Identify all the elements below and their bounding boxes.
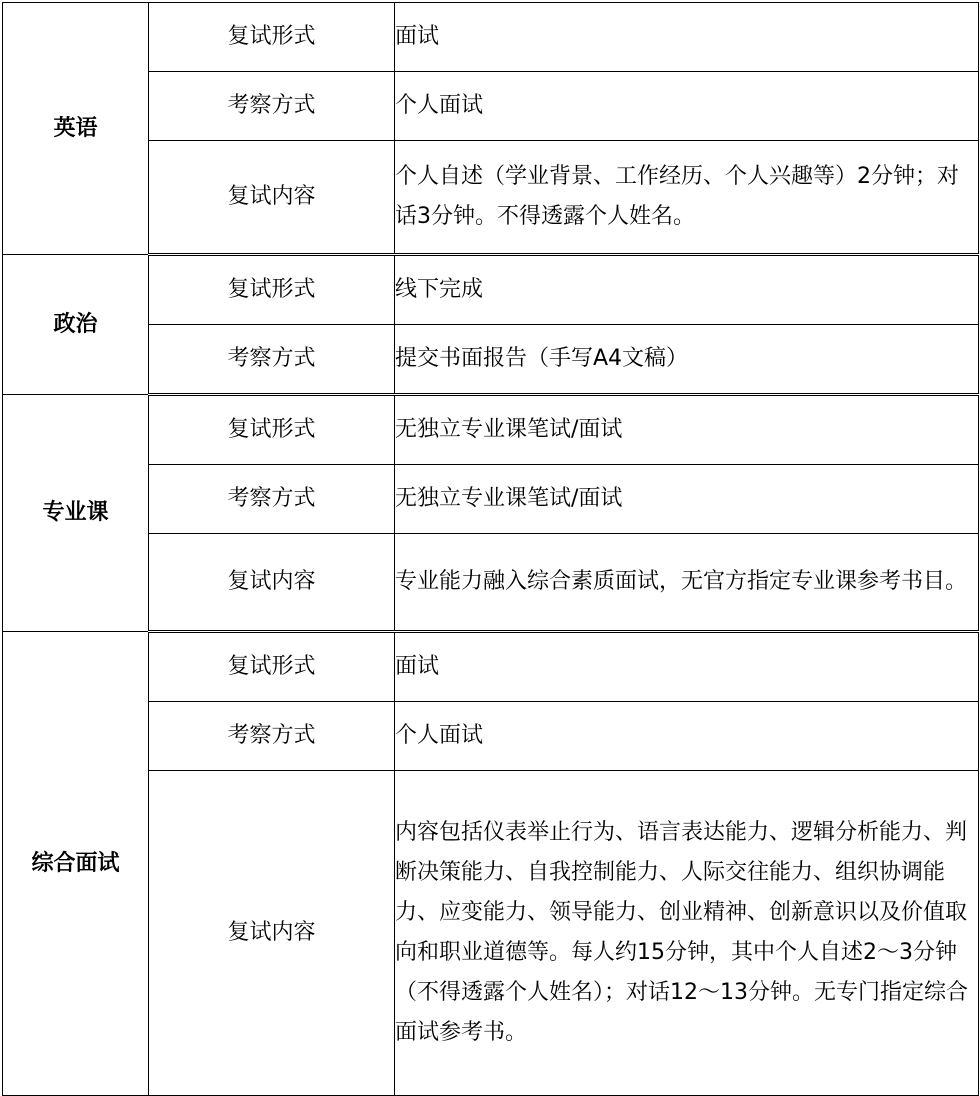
row-value: 线下完成 (395, 255, 979, 325)
row-value: 个人面试 (395, 72, 979, 141)
row-label: 考察方式 (149, 465, 395, 534)
row-label: 复试内容 (149, 534, 395, 632)
row-value: 个人面试 (395, 702, 979, 771)
row-label: 考察方式 (149, 72, 395, 141)
table-row (3, 632, 979, 702)
row-value: 专业能力融入综合素质面试，无官方指定专业课参考书目。 (395, 534, 979, 632)
row-value: 内容包括仪表举止行为、语言表达能力、逻辑分析能力、判断决策能力、自我控制能力、人际交往能力、组织协调能力、应变能力、领导能力、创业精神、创新意识以及价值取向和职业道德等。每人约15分钟，其中个人自述2～3分钟（不得透露个人姓名）；对话12～13分钟。无专门指定综合面试参考书。 (395, 771, 979, 1096)
table-row (3, 771, 979, 1096)
row-label: 复试形式 (149, 255, 395, 325)
row-value: 个人自述（学业背景、工作经历、个人兴趣等）2分钟；对话3分钟。不得透露个人姓名。 (395, 141, 979, 255)
table-row (3, 534, 979, 632)
row-label: 复试内容 (149, 771, 395, 1096)
row-label: 复试内容 (149, 141, 395, 255)
subject-english: 英语 (3, 3, 149, 255)
row-label: 考察方式 (149, 702, 395, 771)
subject-politics: 政治 (3, 255, 149, 395)
table-row (3, 255, 979, 325)
table-row (3, 325, 979, 395)
row-value: 无独立专业课笔试/面试 (395, 395, 979, 465)
row-label: 考察方式 (149, 325, 395, 395)
row-value: 面试 (395, 3, 979, 72)
table-row (3, 702, 979, 771)
table-row (3, 72, 979, 141)
subject-major: 专业课 (3, 395, 149, 632)
row-label: 复试形式 (149, 395, 395, 465)
row-value: 提交书面报告（手写A4文稿） (395, 325, 979, 395)
row-label: 复试形式 (149, 3, 395, 72)
table-row (3, 465, 979, 534)
table-row (3, 3, 979, 72)
table-row (3, 395, 979, 465)
table-row (3, 141, 979, 255)
row-label: 复试形式 (149, 632, 395, 702)
row-value: 面试 (395, 632, 979, 702)
row-value: 无独立专业课笔试/面试 (395, 465, 979, 534)
retest-info-table (2, 2, 979, 1096)
subject-comprehensive: 综合面试 (3, 632, 149, 1096)
